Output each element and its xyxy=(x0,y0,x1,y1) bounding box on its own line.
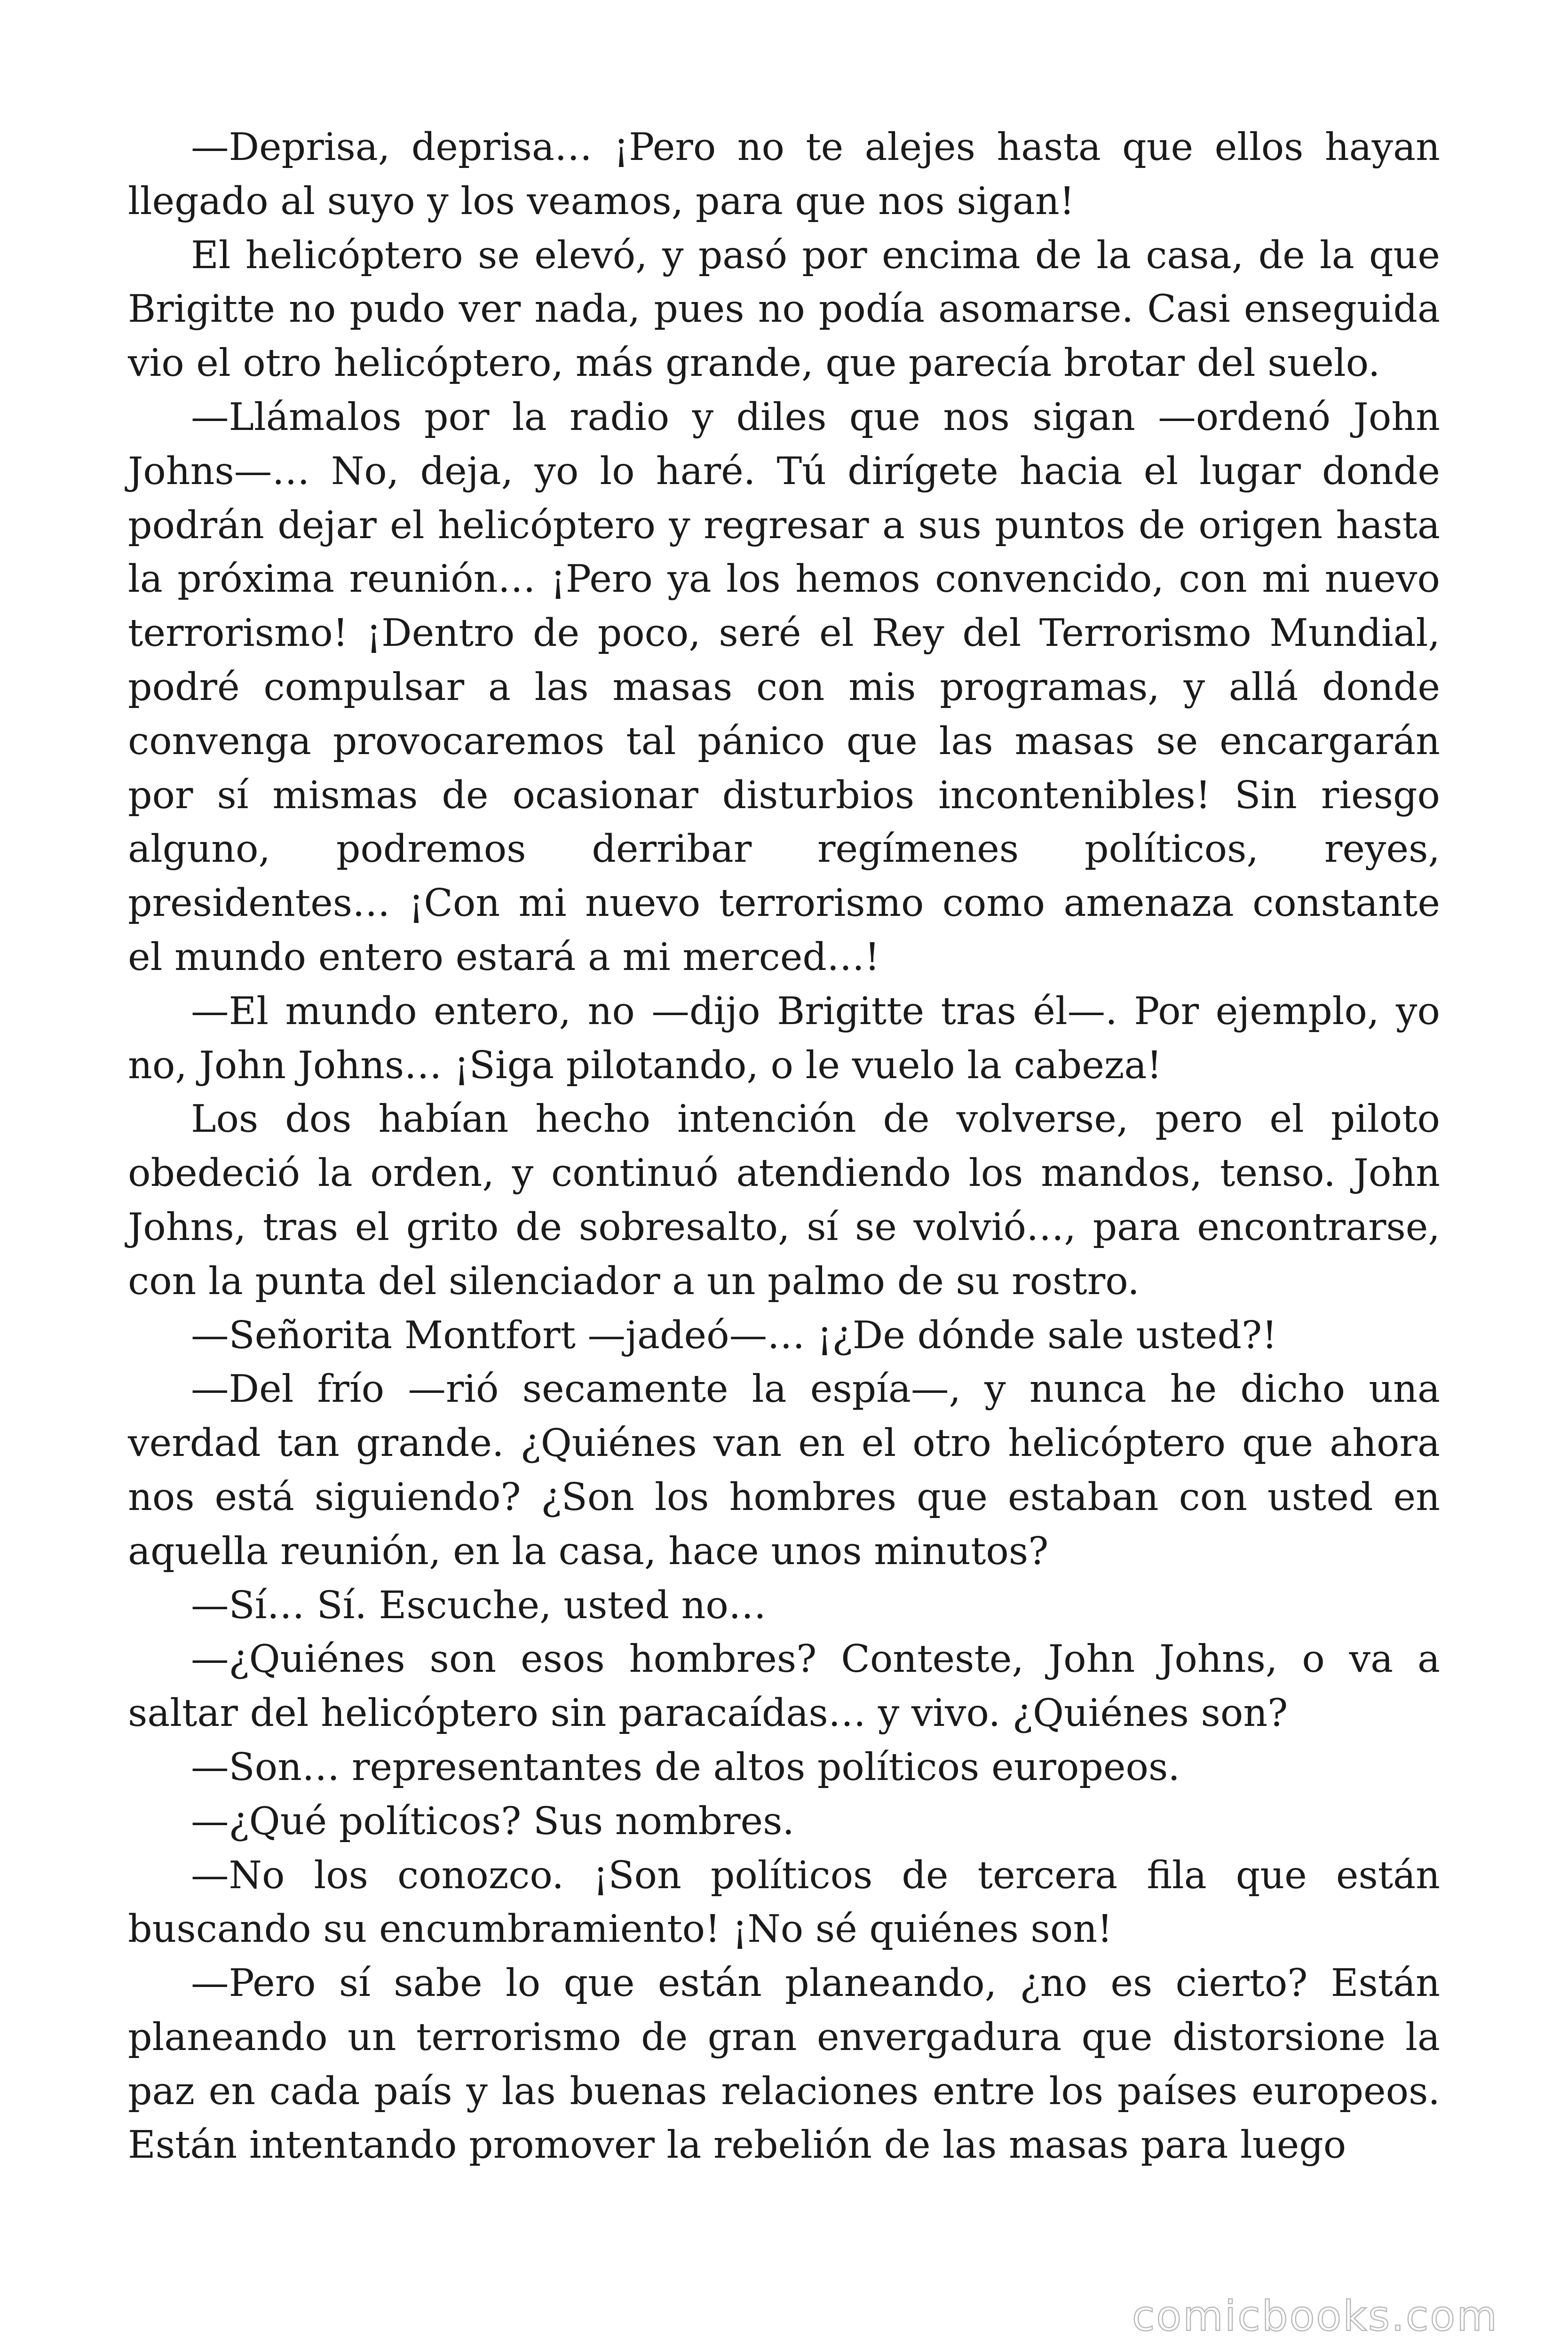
paragraph-1: —Deprisa, deprisa… ¡Pero no te alejes hasta que ellos hayan llegado al suyo y los veamos, para que nos sigan! xyxy=(128,125,1440,223)
paragraph-8: —Sí… Sí. Escuche, usted no… xyxy=(191,1582,767,1627)
paragraph-5: Los dos habían hecho intención de volverse, pero el piloto obedeció la orden, y continuó atendiendo los mandos, tenso. John Johns, tras el grito de sobresalto, sí se volvió…, para encontrarse, con la punta del silenciador a un palmo de su rostro. xyxy=(128,1097,1440,1303)
paragraph-3: —Llámalos por la radio y diles que nos sigan —ordenó John Johns—… No, deja, yo lo haré. Tú dirígete hacia el lugar donde podrán dejar el helicóptero y regresar a sus puntos de origen hasta la próxima reunión… ¡Pero ya los hemos convencido, con mi nuevo terrorismo! ¡Dentro de poco, seré el Rey del Terrorismo Mundial, podré compulsar a las masas con mis programas, y allá donde convenga provocaremos tal pánico que las masas se encargarán por sí mismas de ocasionar disturbios incontenibles! Sin riesgo alguno, podremos derribar regímenes políticos, reyes, presidentes… ¡Con mi nuevo terrorismo como amenaza constante el mundo entero estará a mi merced…! xyxy=(128,394,1440,979)
paragraph-6: —Señorita Montfort —jadeó—… ¡¿De dónde sale usted?! xyxy=(191,1312,1277,1357)
paragraph-10: —Son… representantes de altos políticos europeos. xyxy=(191,1744,1180,1789)
paragraph-7: —Del frío —rió secamente la espía—, y nunca he dicho una verdad tan grande. ¿Quiénes van en el otro helicóptero que ahora nos está siguiendo? ¿Son los hombres que estaban con usted en aquella reunión, en la casa, hace unos minutos? xyxy=(128,1367,1440,1573)
paragraph-4: —El mundo entero, no —dijo Brigitte tras él—. Por ejemplo, yo no, John Johns… ¡Siga pilotando, o le vuelo la cabeza! xyxy=(128,988,1440,1087)
paragraph-11: —¿Qué políticos? Sus nombres. xyxy=(191,1798,795,1843)
paragraph-13: —Pero sí sabe lo que están planeando, ¿no es cierto? Están planeando un terrorismo de gran envergadura que distorsione la paz en cada país y las buenas relaciones entre los países europeos. Están intentando promover la rebelión de las masas para luego xyxy=(128,1961,1440,2167)
page-body xyxy=(128,120,1440,2172)
watermark-logo: comicbooks.com xyxy=(1132,2292,1498,2340)
paragraph-2: El helicóptero se elevó, y pasó por encima de la casa, de la que Brigitte no pudo ver nada, pues no podía asomarse. Casi enseguida vio el otro helicóptero, más grande, que parecía brotar del suelo. xyxy=(128,232,1440,385)
paragraph-12: —No los conozco. ¡Son políticos de tercera fila que están buscando su encumbramiento! ¡No sé quiénes son! xyxy=(128,1852,1440,1951)
paragraph-9: —¿Quiénes son esos hombres? Conteste, John Johns, o va a saltar del helicóptero sin paracaídas… y vivo. ¿Quiénes son? xyxy=(128,1637,1440,1735)
